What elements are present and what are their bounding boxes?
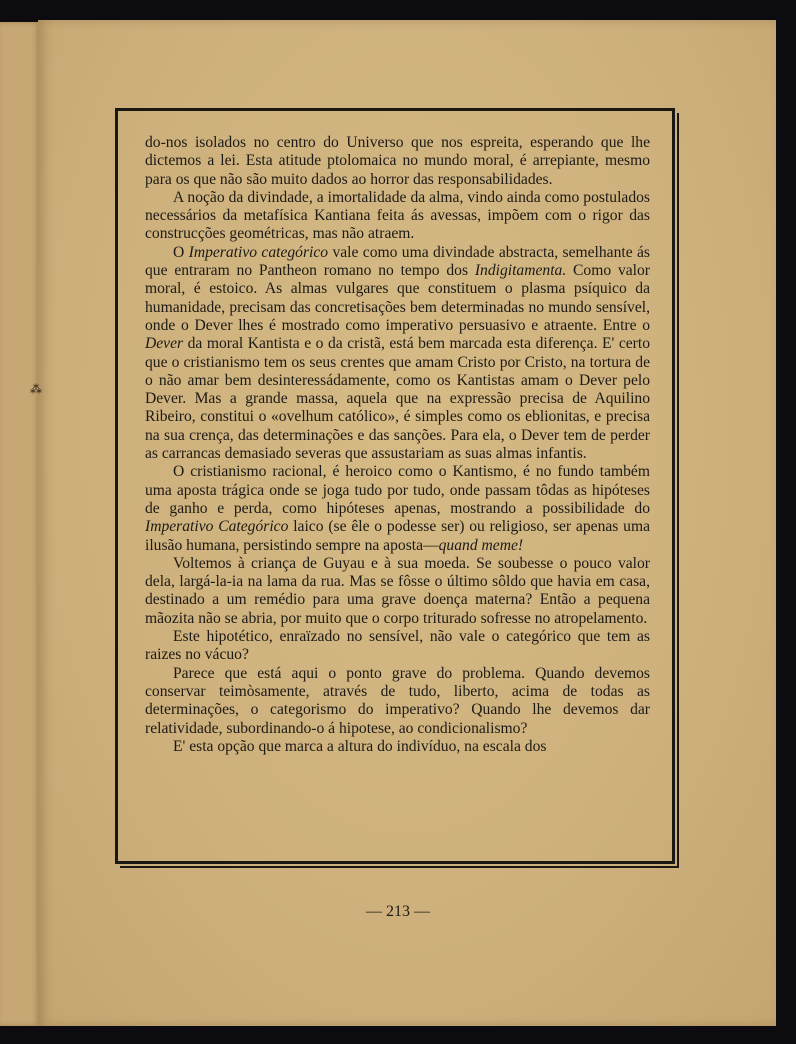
paragraph [145, 628, 650, 665]
text-run: vale como uma divindade abstracta, semelhante ás que entraram no Pantheon romano no tempo dos [145, 243, 650, 280]
italic-text: Indigitamenta. [474, 262, 567, 280]
paragraph [145, 189, 650, 244]
text-run: O cristianismo racional, é heroico como o Kantismo, é no fundo também uma aposta trágica onde se joga tudo por tudo, onde passam tôdas as hipóteses de ganho e perda, como hipóteses apenas, mostrando a possibilidade do [145, 463, 650, 517]
facing-page-edge [0, 22, 42, 1026]
italic-text: Dever [145, 335, 184, 353]
text-run: Parece que está aqui o ponto grave do problema. Quando devemos conservar teimòsamente, através de tudo, liberto, acima de todas as determinações, o categorismo do imperativo? Quando lhe devemos dar relatividade, subordinando-o á hipotese, ao condicionalismo? [145, 664, 650, 737]
paragraph [145, 463, 650, 554]
text-run: da moral Kantista e o da cristã, está bem marcada esta diferença. E' certo que o cristianismo tem os seus crentes que amam Cristo por Cristo, na tortura de o não amar bem desinteressádamente, como os Kantistas amam o Dever pelo Dever. Mas a grande massa, aquela que na expressão precisa de Aquilino Ribeiro, constitui o «ovelhum católico», é simples como os eblionitas, e precisa na sua crença, das determinações e das sanções. Para ela, o Dever tem de perder as carrancas demasiado severas que assustariam as suas almas infantis. [145, 335, 650, 463]
text-run: laico (se êle o podesse ser) ou religioso, ser apenas uma ilusão humana, persistindo sempre na aposta— [145, 518, 651, 554]
text-run: O [173, 243, 189, 261]
paragraph [145, 244, 650, 464]
text-run: A noção da divindade, a imortalidade da alma, vindo ainda como postulados necessários da metafísica Kantiana feita ás avessas, impõem com o rigor das construcções geométricas, mas não atraem. [145, 188, 650, 243]
paragraph [145, 665, 650, 738]
binding-mark: ⁂ [30, 382, 42, 396]
text-run: Este hipotético, enraïzado no sensível, não vale o categórico que tem as raizes no vácuo? [145, 628, 650, 664]
paragraph [145, 555, 650, 628]
italic-text: Imperativo categórico [188, 243, 329, 261]
italic-text: quand meme! [438, 536, 524, 554]
text-run: do-nos isolados no centro do Universo que nos espreita, esperando que lhe dictemos a lei. Esta atitude ptolomaica no mundo moral, é arrepiante, mesmo para os que não são muito dados ao horror das responsabilidades. [145, 134, 650, 188]
text-run: Voltemos à criança de Guyau e à sua moeda. Se soubesse o pouco valor dela, largá-la-ia na lama da rua. Mas se fôsse o último sôldo que havia em casa, destinado a um remédio para uma grave doença materna? Então a pequena mãozita não se abria, por muito que o corpo triturado sofresse no atropelamento. [145, 554, 650, 627]
page-number: — 213 — [366, 903, 430, 920]
paragraph [145, 738, 650, 756]
italic-text: Imperativo Categórico [145, 518, 289, 536]
text-run: E' esta opção que marca a altura do indivíduo, na escala dos [173, 737, 547, 755]
text-run: Como valor moral, é estoico. As almas vulgares que constituem o plasma psíquico da humanidade, precisam das concretisações bem determinadas no mundo sensível, onde o Dever lhes é mostrado como imperativo persuasivo e atraente. Entre o [145, 262, 651, 334]
paragraph [145, 134, 650, 189]
body-text [145, 134, 650, 756]
